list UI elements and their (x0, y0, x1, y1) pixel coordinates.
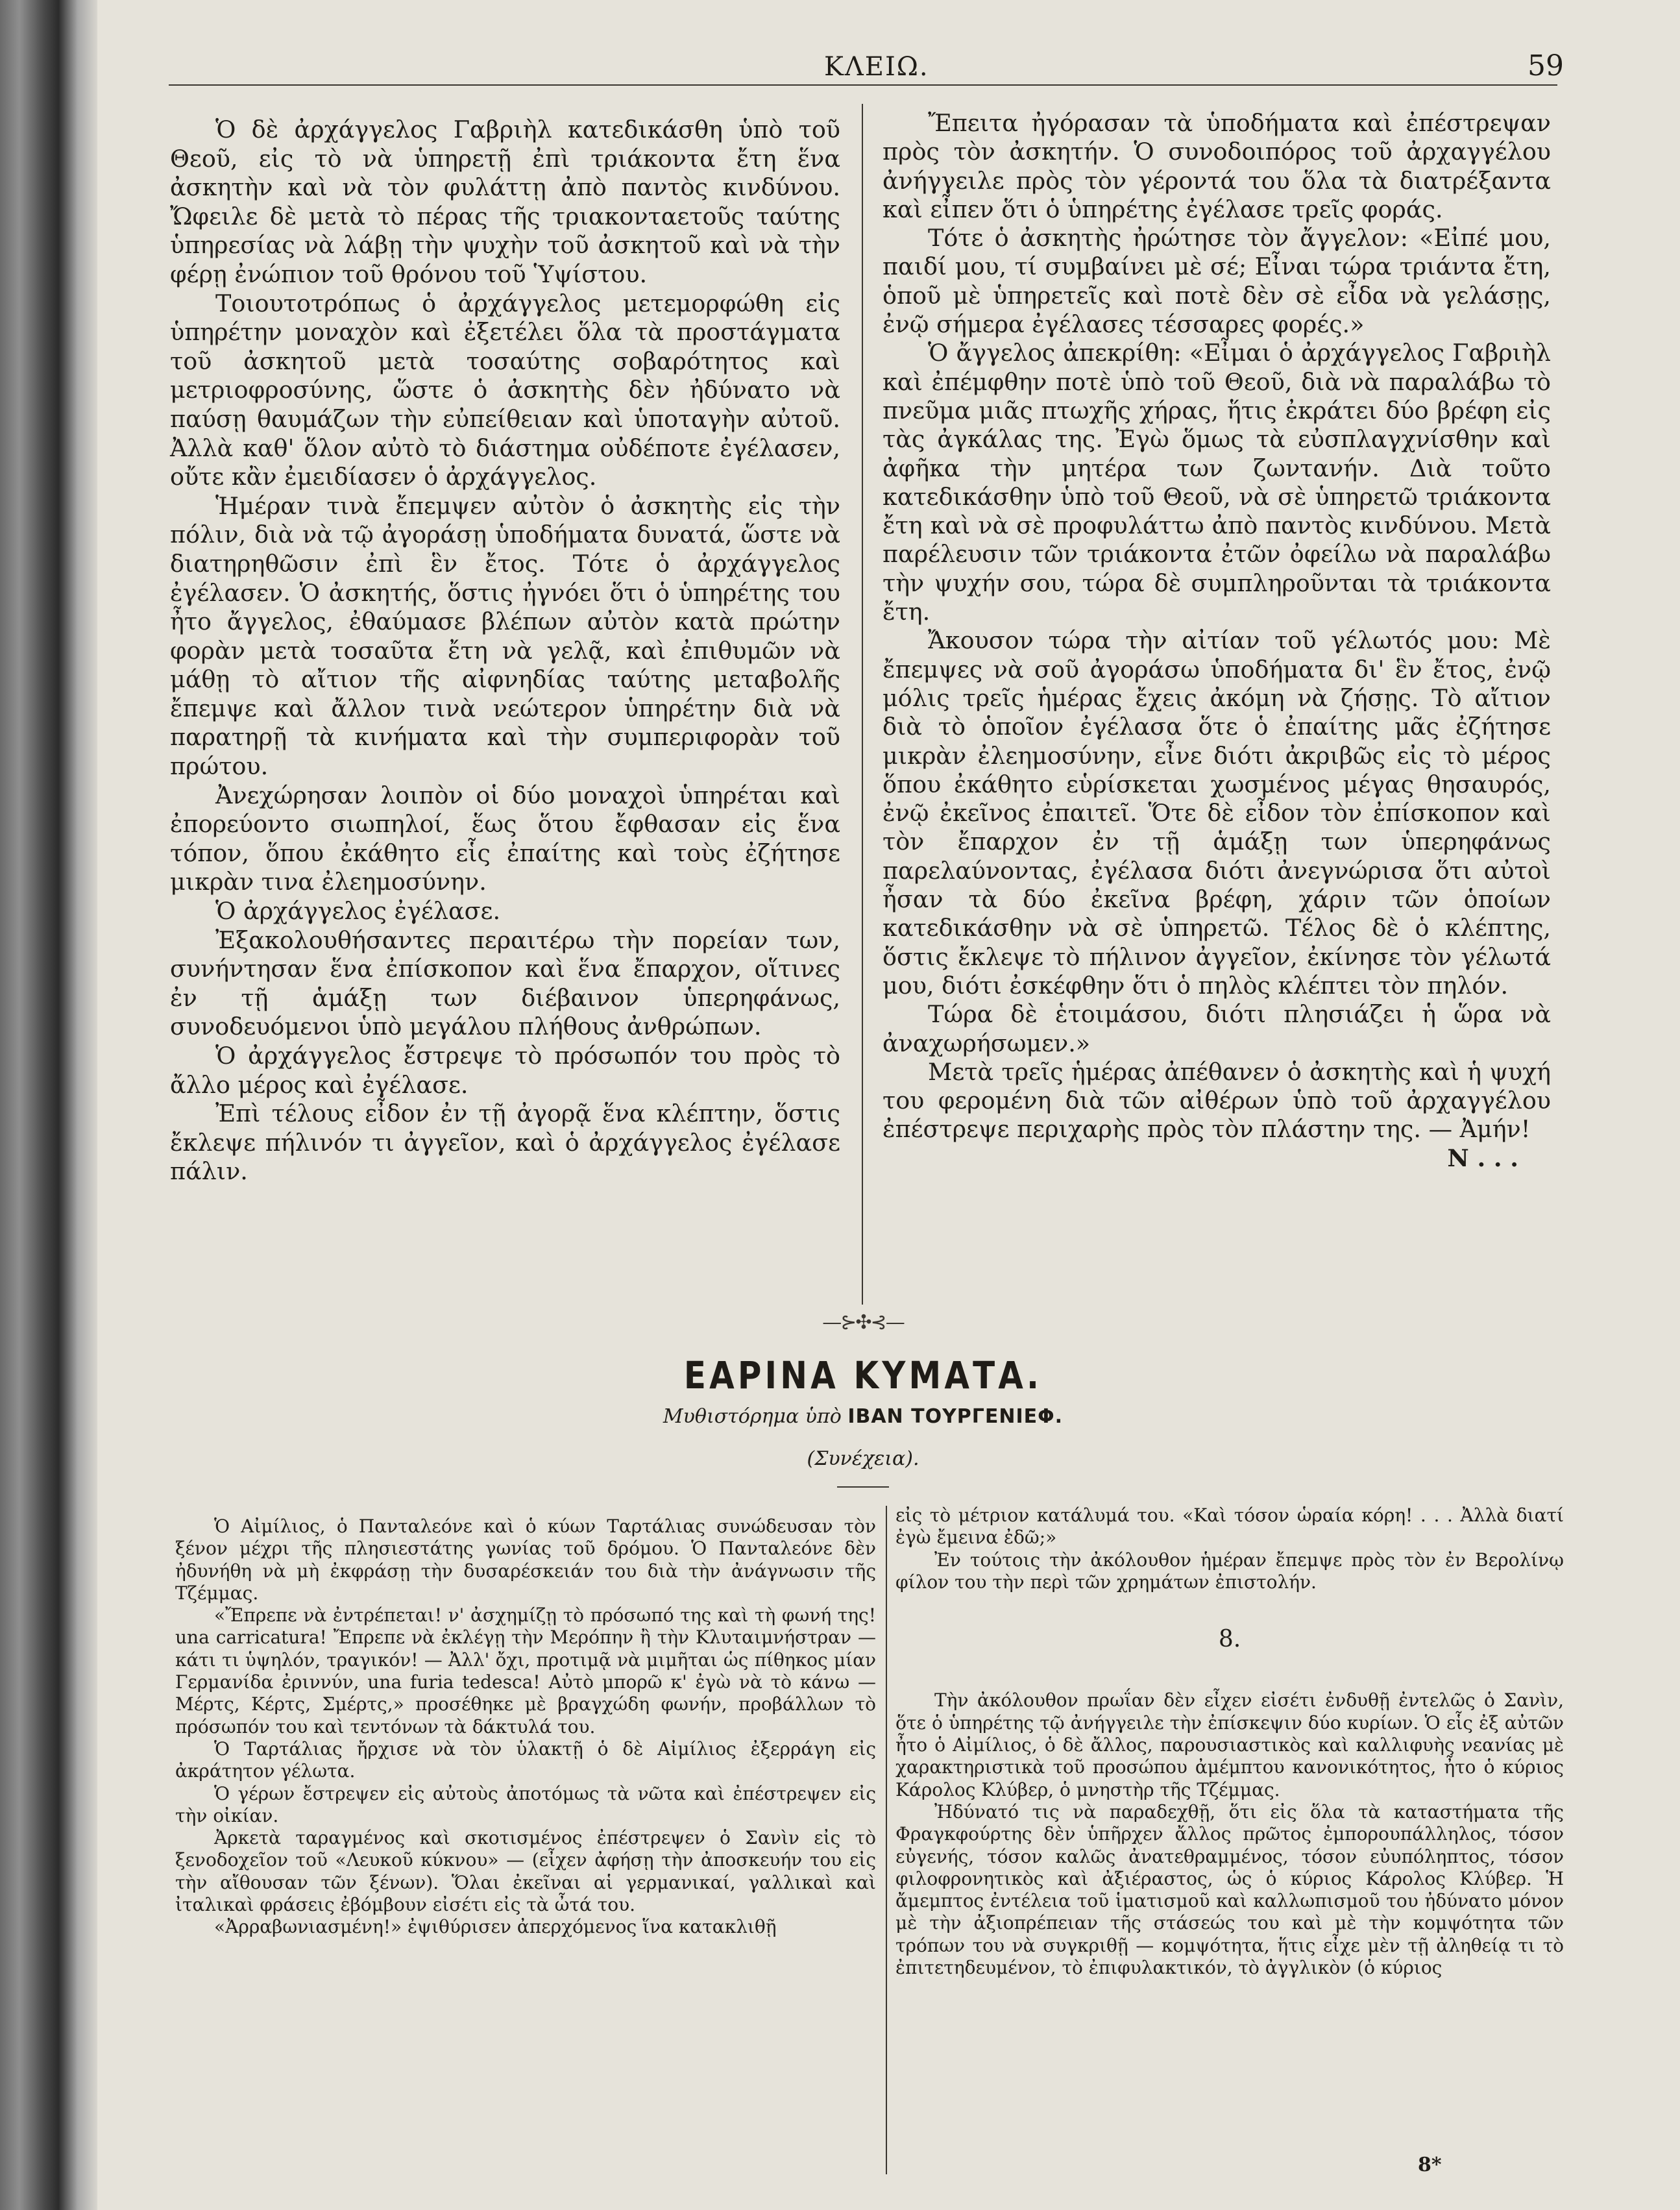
paragraph: Ὁ ἀρχάγγελος ἐγέλασε. (215, 897, 501, 926)
byline-author: ΙΒΑΝ ΤΟΥΡΓΕΝΙΕΦ. (847, 1405, 1064, 1428)
running-title: ΚΛΕΙΩ. (824, 52, 929, 82)
paragraph: Τώρα δὲ ἑτοιμάσου, διότι πλησιάζει ἡ ὥρα νὰ ἀναχωρήσωμεν.» (883, 1000, 1551, 1057)
paragraph: Ἀνεχώρησαν λοιπὸν οἱ δύο μοναχοὶ ὑπηρέται καὶ ἐπορεύοντο σιωπηλοί, ἕως ὅτου ἔφθασαν εἰς ἕνα τόπον, ὅπου ἐκάθητο εἷς ἐπαίτης καὶ τοὺς ἐζήτησε μικρὰν τινα ἐλεημοσύνην. (170, 781, 840, 896)
signature-mark: 8* (1418, 2154, 1442, 2176)
paragraph: εἰς τὸ μέτριον κατάλυμά του. «Καὶ τόσον ὡραία κόρη! . . . Ἀλλὰ διατί ἐγὼ ἔμεινα ἐδῶ;» (895, 1504, 1564, 1549)
continued-note: (Συνέχεια). (807, 1447, 919, 1470)
bottom-left-column (175, 1516, 876, 1939)
paragraph: Ἐξακολουθήσαντες περαιτέρω τὴν πορείαν των, συνήντησαν ἕνα ἐπίσκοπον καὶ ἕνα ἔπαρχον, οἵτινες ἐν τῇ ἁμάξῃ των διέβαινον ὑπερηφάνως, συνοδευόμενοι ὑπὸ μεγάλου πλήθους ἀνθρώπων. (170, 926, 840, 1041)
paragraph: Ὁ δὲ ἀρχάγγελος Γαβριὴλ κατεδικάσθη ὑπὸ τοῦ Θεοῦ, εἰς τὸ νὰ ὑπηρετῇ ἐπὶ τριάκοντα ἔτη ἕνα ἀσκητὴν καὶ νὰ τὸν φυλάττῃ ἀπὸ παντὸς κινδύνου. Ὤφειλε δὲ μετὰ τὸ πέρας τῆς τριακονταετοῦς ταύτης ὑπηρεσίας νὰ λάβῃ τὴν ψυχὴν τοῦ ἀσκητοῦ καὶ νὰ τὴν φέρῃ ἐνώπιον τοῦ θρόνου τοῦ Ὑψίστου. (170, 116, 840, 288)
column-rule (862, 104, 863, 1305)
section-rule (837, 1486, 889, 1488)
top-left-column (170, 116, 840, 1186)
paragraph: Ὁ ἄγγελος ἀπεκρίθη: «Εἶμαι ὁ ἀρχάγγελος Γαβριὴλ καὶ ἐπέμφθην ποτὲ ὑπὸ τοῦ Θεοῦ, διὰ νὰ παραλάβω τὸ πνεῦμα μιᾶς πτωχῆς χήρας, ἥτις ἐκράτει δύο βρέφη εἰς τὰς ἀγκάλας της. Ἐγὼ ὅμως τὰ εὐσπλαγχνίσθην καὶ ἀφῆκα τὴν μητέρα των ζωντανήν. Διὰ τοῦτο κατεδικάσθην ὑπὸ τοῦ Θεοῦ, νὰ σὲ ὑπηρετῶ τριάκοντα ἔτη καὶ νὰ σὲ προφυλάττω ἀπὸ παντὸς κινδύνου. Μετὰ παρέλευσιν τῶν τριάκοντα ἐτῶν ὀφείλω νὰ παραλάβω τὴν ψυχήν σου, τώρα δὲ συμπληροῦνται τὰ τριάκοντα ἔτη. (883, 339, 1551, 626)
book-spine-shadow (0, 0, 97, 2210)
paragraph: Τὴν ἀκόλουθον πρωΐαν δὲν εἶχεν εἰσέτι ἐνδυθῇ ἐντελῶς ὁ Σανὶν, ὅτε ὁ ὑπηρέτης τῷ ἀνήγγειλε τὴν ἐπίσκεψιν δύο κυρίων. Ὁ εἷς ἐξ αὐτῶν ἦτο ὁ Αἰμίλιος, ὁ δὲ ἄλλος, παρουσιαστικὸς καὶ καλλιφυὴς νεανίας μὲ χαρακτηριστικὰ τοῦ προσώπου ἀμέμπτου κανονικότητος, ἦτο ὁ κύριος Κάρολος Κλύβερ, ὁ μνηστὴρ τῆς Τζέμμας. (895, 1689, 1564, 1800)
ornamental-divider: —⊱✣⊰— (822, 1311, 904, 1334)
page-number: 59 (1528, 49, 1564, 82)
paragraph: «Ἔπρεπε νὰ ἐντρέπεται! ν' ἀσχημίζῃ τὸ πρόσωπό της καὶ τὴ φωνή της! una carricatura! Ἔπρεπε νὰ ἐκλέγῃ τὴν Μερόπην ἢ τὴν Κλυταιμνήστραν — κάτι τι ὑψηλόν, τραγικόν! — Ἀλλ' ὄχι, προτιμᾷ νὰ μιμῆται ὡς πίθηκος μίαν Γερμανίδα ἐριννύν, una furia tedesca! Αὐτὸ μπορῶ κ' ἐγὼ νὰ τὸ κάνω — Μέρτς, Κέρτς, Σμέρτς,» προσέθηκε μὲ βραγχώδη φωνήν, προβάλλων τὸ πρόσωπόν του καὶ τεντόνων τὰ δάκτυλά του. (175, 1604, 876, 1737)
section-title: ΕΑΡΙΝΑ ΚΥΜΑΤΑ. (683, 1353, 1043, 1397)
author-signature: Ν . . . (1447, 1144, 1518, 1172)
paragraph: «Ἀρραβωνιασμένη!» ἐψιθύρισεν ἀπερχόμενος ἵνα κατακλιθῇ (214, 1916, 777, 1938)
page-header (162, 45, 1564, 97)
paragraph: Ὁ γέρων ἔστρεψεν εἰς αὐτοὺς ἀποτόμως τὰ νῶτα καὶ ἐπέστρεψεν εἰς τὴν οἰκίαν. (175, 1782, 876, 1826)
paragraph: Ἐπὶ τέλους εἶδον ἐν τῇ ἀγορᾷ ἕνα κλέπτην, ὅστις ἔκλεψε πήλινόν τι ἀγγεῖον, καὶ ὁ ἀρχάγγελος ἐγέλασε πάλιν. (170, 1099, 840, 1186)
paragraph: Ἄκουσον τώρα τὴν αἰτίαν τοῦ γέλωτός μου: Μὲ ἔπεμψες νὰ σοῦ ἀγοράσω ὑποδήματα δι' ἓν ἔτος, ἐνῷ μόλις τρεῖς ἡμέρας ἔχεις ἀκόμη νὰ ζήσῃς. Τὸ αἴτιον διὰ τὸ ὁποῖον ἐγέλασα ὅτε ὁ ἐπαίτης μᾶς ἐζήτησε μικρὰν ἐλεημοσύνην, εἶνε διότι ἀκριβῶς εἰς τὸ μέρος ὅπου ἐκάθητο εὑρίσκεται χωσμένος μέγας θησαυρός, ἐνῷ ἐκεῖνος ἐπαιτεῖ. Ὅτε δὲ εἶδον τὸν ἐπίσκοπον καὶ τὸν ἔπαρχον ἐν τῇ ἁμάξῃ των ὑπερηφάνως παρελαύνοντας, ἐγέλασα διότι ἀνεγνώρισα ὅτι αὐτοὶ ἦσαν τὰ δύο ἐκεῖνα βρέφη, χάριν τῶν ὁποίων κατεδικάσθην νὰ σὲ ὑπηρετῶ. Τέλος δὲ ὁ κλέπτης, ὅστις ἔκλεψε τὸ πήλινον ἀγγεῖον, ἐκίνησε τὸν γέλωτά μου, διότι ἐσκέφθην ὅτι ὁ πηλὸς κλέπτει τὸν πηλόν. (883, 626, 1551, 1000)
paragraph: Ἀρκετὰ ταραγμένος καὶ σκοτισμένος ἐπέστρεψεν ὁ Σανὶν εἰς τὸ ξενοδοχεῖον τοῦ «Λευκοῦ κύκνου» — (εἶχεν ἀφήσῃ τὴν ἀποσκευήν του εἰς τὴν αἴθουσαν τῶν ξένων). Ὅλαι ἐκεῖναι αἱ γερμανικαί, γαλλικαὶ καὶ ἰταλικαὶ φράσεις ἐβόμβουν εἰσέτι εἰς τὰ ὦτά του. (175, 1827, 876, 1916)
paragraph: Ὁ ἀρχάγγελος ἔστρεψε τὸ πρόσωπόν του πρὸς τὸ ἄλλο μέρος καὶ ἐγέλασε. (170, 1042, 840, 1099)
paragraph: Μετὰ τρεῖς ἡμέρας ἀπέθανεν ὁ ἀσκητὴς καὶ ἡ ψυχή του φερομένη διὰ τῶν αἰθέρων ὑπὸ τοῦ ἀρχαγγέλου ἐπέστρεψε περιχαρὴς πρὸς τὸν πλάστην της. — Ἀμήν! (883, 1057, 1551, 1144)
top-right-column (883, 109, 1551, 1173)
bottom-right-column (895, 1504, 1564, 1979)
byline (519, 1405, 1207, 1428)
column-rule (886, 1506, 887, 2174)
paragraph: Ἔπειτα ἠγόρασαν τὰ ὑποδήματα καὶ ἐπέστρεψαν πρὸς τὸν ἀσκητήν. Ὁ συνοδοιπόρος τοῦ ἀρχαγγέλου ἀνήγγειλε πρὸς τὸν γέροντά του ὅλα τὰ διατρέξαντα καὶ εἶπεν ὅτι ὁ ὑπηρέτης ἐγέλασε τρεῖς φοράς. (883, 109, 1551, 223)
paragraph: Ἐν τούτοις τὴν ἀκόλουθον ἡμέραν ἔπεμψε πρὸς τὸν ἐν Βερολίνῳ φίλον του τὴν περὶ τῶν χρημάτων ἐπιστολήν. (895, 1549, 1564, 1593)
chapter-number: 8. (1218, 1626, 1241, 1653)
header-rule (169, 84, 1557, 86)
paragraph: Ὁ Αἰμίλιος, ὁ Πανταλεόνε καὶ ὁ κύων Ταρτάλιας συνώδευσαν τὸν ξένον μέχρι τῆς πλησιεστάτης γωνίας τοῦ δρόμου. Ὁ Πανταλεόνε δὲν ἠδυνήθη νὰ μὴ ἐκφράσῃ τὴν δυσαρέσκειάν του διὰ τὴν ἀνάγνωσιν τῆς Τζέμμας. (175, 1516, 876, 1604)
paragraph: Τότε ὁ ἀσκητὴς ἠρώτησε τὸν ἄγγελον: «Εἰπέ μου, παιδί μου, τί συμβαίνει μὲ σέ; Εἶναι τώρα τριάντα ἔτη, ὁποῦ μὲ ὑπηρετεῖς καὶ ποτὲ δὲν σὲ εἶδα νὰ γελάσῃς, ἐνῷ σήμερα ἐγέλασες τέσσαρες φορές.» (883, 224, 1551, 339)
paragraph: Ἠδύνατό τις νὰ παραδεχθῇ, ὅτι εἰς ὅλα τὰ καταστήματα τῆς Φραγκφούρτης δὲν ὑπῆρχεν ἄλλος πρῶτος ἐμπορουπάλληλος, τόσον εὐγενής, τόσον καλῶς ἀνατεθραμμένος, τόσον εὐυπόληπτος, τόσον φιλοφρονητικὸς καὶ ἀξιέραστος, ὡς ὁ κύριος Κάρολος Κλύβερ. Ἡ ἄμεμπτος ἐντέλεια τοῦ ἱματισμοῦ καὶ καλλωπισμοῦ του ἠδύνατο μόνον μὲ τὴν ἀξιοπρέπειαν τῆς στάσεώς του καὶ μὲ τὴν κομψότητα τῶν τρόπων του νὰ συγκριθῇ — κομψότητα, ἥτις εἶχε μὲν τῇ ἀληθείᾳ τι τὸ ἐπιτετηδευμένον, τὸ ἐπιφυλακτικόν, τὸ ἀγγλικὸν (ὁ κύριος (895, 1800, 1564, 1979)
paragraph: Ὁ Ταρτάλιας ἤρχισε νὰ τὸν ὑλακτῇ ὁ δὲ Αἰμίλιος ἐξερράγη εἰς ἀκράτητον γέλωτα. (175, 1737, 876, 1782)
paragraph: Ἡμέραν τινὰ ἔπεμψεν αὐτὸν ὁ ἀσκητὴς εἰς τὴν πόλιν, διὰ νὰ τῷ ἀγοράσῃ ὑποδήματα δυνατά, ὥστε νὰ διατηρηθῶσιν ἐπὶ ἓν ἔτος. Τότε ὁ ἀρχάγγελος ἐγέλασεν. Ὁ ἀσκητής, ὅστις ἠγνόει ὅτι ὁ ὑπηρέτης του ἦτο ἄγγελος, ἐθαύμασε βλέπων αὐτὸν κατὰ πρώτην φορὰν μετὰ τοσαῦτα ἔτη νὰ γελᾷ, καὶ ἐπιθυμῶν νὰ μάθῃ τὸ αἴτιον τῆς αἰφνηδίας ταύτης μεταβολῆς ἔπεμψε καὶ ἄλλον τινὰ νεώτερον ὑπηρέτην διὰ νὰ παρατηρῇ τὰ κινήματα καὶ τὴν συμπεριφορὰν τοῦ πρώτου. (170, 491, 840, 781)
paragraph: Τοιουτοτρόπως ὁ ἀρχάγγελος μετεμορφώθη εἰς ὑπηρέτην μοναχὸν καὶ ἐξετέλει ὅλα τὰ προστάγματα τοῦ ἀσκητοῦ μετὰ τοσαύτης σοβαρότητος καὶ μετριοφροσύνης, ὥστε ὁ ἀσκητὴς δὲν ἠδύνατο νὰ παύσῃ θαυμάζων τὴν εὐπείθειαν καὶ ὑποταγὴν αὐτοῦ. Ἀλλὰ καθ' ὅλον αὐτὸ τὸ διάστημα οὐδέποτε ἐγέλασεν, οὔτε κἂν ἐμειδίασεν ὁ ἀρχάγγελος. (170, 289, 840, 491)
byline-prefix: Μυθιστόρημα ὑπὸ (663, 1405, 842, 1428)
